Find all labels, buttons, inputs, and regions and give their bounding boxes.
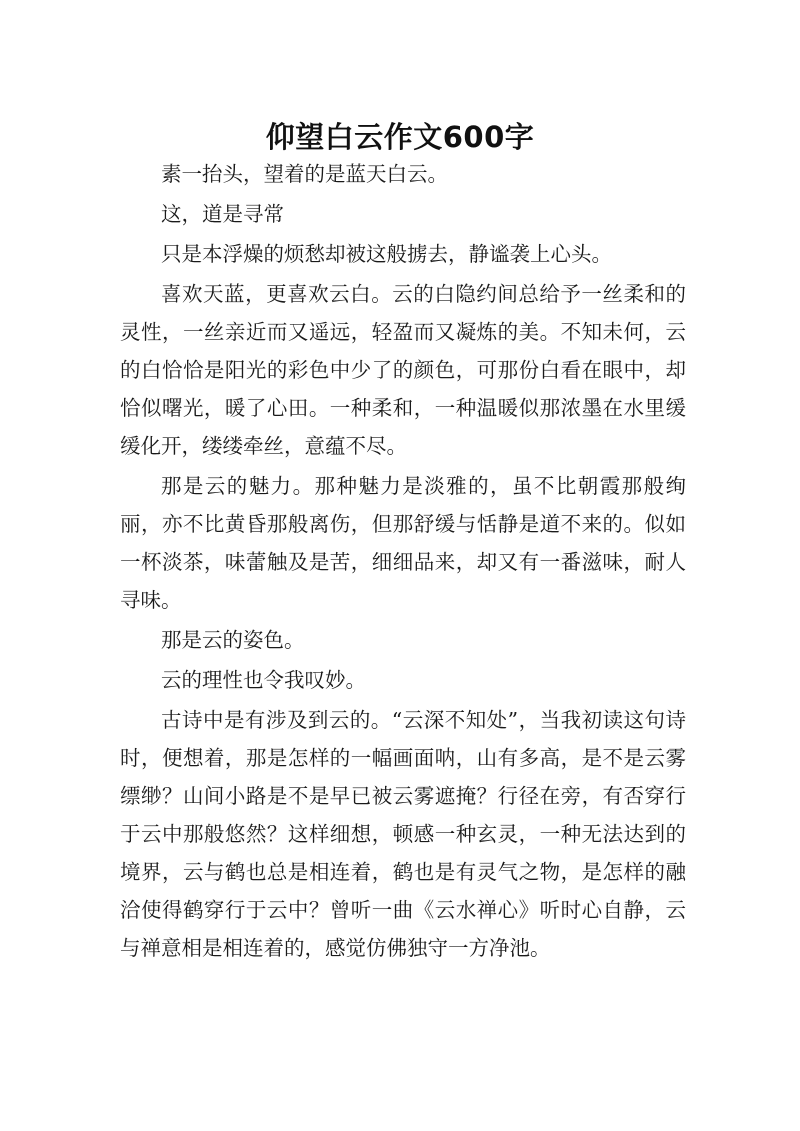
paragraph-3: 只是本浮燥的烦愁却被这般掳去，静谧袭上心头。 bbox=[161, 242, 612, 266]
paragraph-6: 那是云的姿色。 bbox=[161, 628, 305, 652]
paragraph-8: 古诗中是有涉及到云的。“云深不知处”，当我初读这句诗时，便想着，那是怎样的一幅画面呐，山有多高，是不是云雾缥缈？山间小路是不是早已被云雾遮掩？行径在旁，有否穿行于云中那般悠然？这样细想，顿感一种玄灵，一种无法达到的境界，云与鹤也总是相连着，鹤也是有灵气之物，是怎样的融洽使得鹤穿行于云中？曾听一曲《云水禅心》听时心自静，云与禅意相是相连着的，感觉仿佛独守一方净池。 bbox=[120, 708, 686, 960]
paragraph-5: 那是云的魅力。那种魅力是淡雅的，虽不比朝霞那般绚丽，亦不比黄昏那般离伤，但那舒缓与恬静是道不来的。似如一杯淡茶，味蕾触及是苦，细细品来，却又有一番滋味，耐人寻味。 bbox=[120, 474, 686, 612]
paragraph-4: 喜欢天蓝，更喜欢云白。云的白隐约间总给予一丝柔和的灵性，一丝亲近而又遥远，轻盈而又凝炼的美。不知未何，云的白恰恰是阳光的彩色中少了的颜色，可那份白看在眼中，却恰似曙光，暖了心田。一种柔和，一种温暖似那浓墨在水里缓缓化开，缕缕牵丝，意蕴不尽。 bbox=[120, 282, 686, 458]
paragraph-1: 素一抬头，望着的是蓝天白云。 bbox=[161, 162, 448, 186]
document-title: 仰望白云作文600字 bbox=[265, 120, 535, 155]
paragraph-7: 云的理性也令我叹妙。 bbox=[161, 668, 366, 692]
paragraph-2: 这，道是寻常 bbox=[161, 202, 284, 226]
essay-body bbox=[120, 155, 686, 969]
